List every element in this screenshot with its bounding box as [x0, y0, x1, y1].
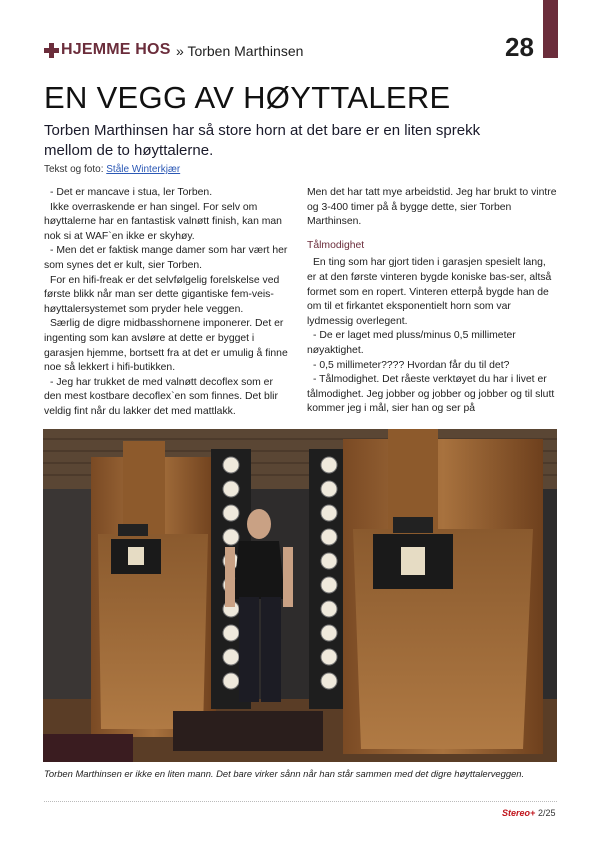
- body-column-left: [44, 186, 292, 420]
- stereo-logo: Stereo+: [502, 808, 536, 818]
- byline: [44, 164, 180, 175]
- paragraph: - De er laget med pluss/minus 0,5 millimeter nøyaktighet.: [307, 330, 516, 356]
- subsection-name: Torben Marthinsen: [187, 43, 304, 59]
- breadcrumb-separator: »: [176, 43, 184, 59]
- photo-caption: Torben Marthinsen er ikke en liten mann. Det bare virker sånn når han står sammen med det digre høyttalerveggen.: [44, 768, 525, 779]
- byline-author-link[interactable]: Ståle Winterkjær: [106, 164, 181, 175]
- paragraph: Ikke overraskende er han singel. For selv om høyttalerne har en fantastisk valnøtt finish, kan man nok si at WAF`en ikke er skyhøy.: [44, 201, 282, 242]
- article-lead: Torben Marthinsen har så store horn at det bare er en liten sprekk mellom de to høyttalerne.: [44, 122, 481, 159]
- subheading: Tålmodighet: [307, 239, 365, 251]
- paragraph: - Tålmodighet. Det råeste verktøyet du har i livet er tålmodighet. Jeg jobber og jobber og jobber og til slutt kommer jeg i mål, sier han og ser på: [307, 374, 555, 415]
- paragraph: En ting som har gjort tiden i garasjen spesielt lang, er at den første vinteren bygde koniske bas-ser, altså formet som en ropert. Vinteren etterpå bygde han de om til et firkantet eksponentielt horn som var lydmessig overlegent.: [307, 257, 552, 327]
- section-name: HJEMME HOS: [61, 41, 171, 58]
- article-title: EN VEGG AV HØYTTALERE: [44, 80, 451, 115]
- paragraph: Særlig de digre midbasshornene imponerer. Det er ingenting som kan avsløre at dette er bygget i garasjen hjemme, bortsett fra at det er umulig å finne noe så lekkert i hifi-butikken.: [44, 318, 288, 374]
- section-header: [44, 40, 544, 64]
- accent-bar: [543, 0, 558, 58]
- body-column-right: [307, 186, 557, 417]
- paragraph: For en hifi-freak er det selvfølgelig forelskelse ved første blikk når man ser dette gigantiske fem-veis-høyttalersystemet som pryder hele veggen.: [44, 274, 280, 315]
- paragraph: - Det er mancave i stua, ler Torben.: [50, 187, 213, 198]
- speaker-wall-photo: [43, 429, 557, 762]
- paragraph: - Men det er faktisk mange damer som har vært her som synes det er kult, sier Torben.: [44, 245, 288, 271]
- paragraph: Men det har tatt mye arbeidstid. Jeg har brukt to vintre og 3-400 timer på å bygge dette, sier Torben Marthinsen.: [307, 187, 557, 228]
- footer-divider: [44, 801, 557, 802]
- subsection-label: [176, 43, 303, 59]
- paragraph: - Jeg har trukket de med valnøtt decoflex som er den mest kostbare decoflex`en som finnes. Det blir veldig fint når du lakker det med mattlakk.: [44, 376, 278, 417]
- page-number: 28: [505, 32, 534, 62]
- paragraph: - 0,5 millimeter???? Hvordan får du til det?: [313, 359, 510, 371]
- footer-page-counter: 2/25: [538, 808, 556, 818]
- byline-label: Tekst og foto:: [44, 164, 104, 175]
- plus-cross-icon: [44, 43, 58, 57]
